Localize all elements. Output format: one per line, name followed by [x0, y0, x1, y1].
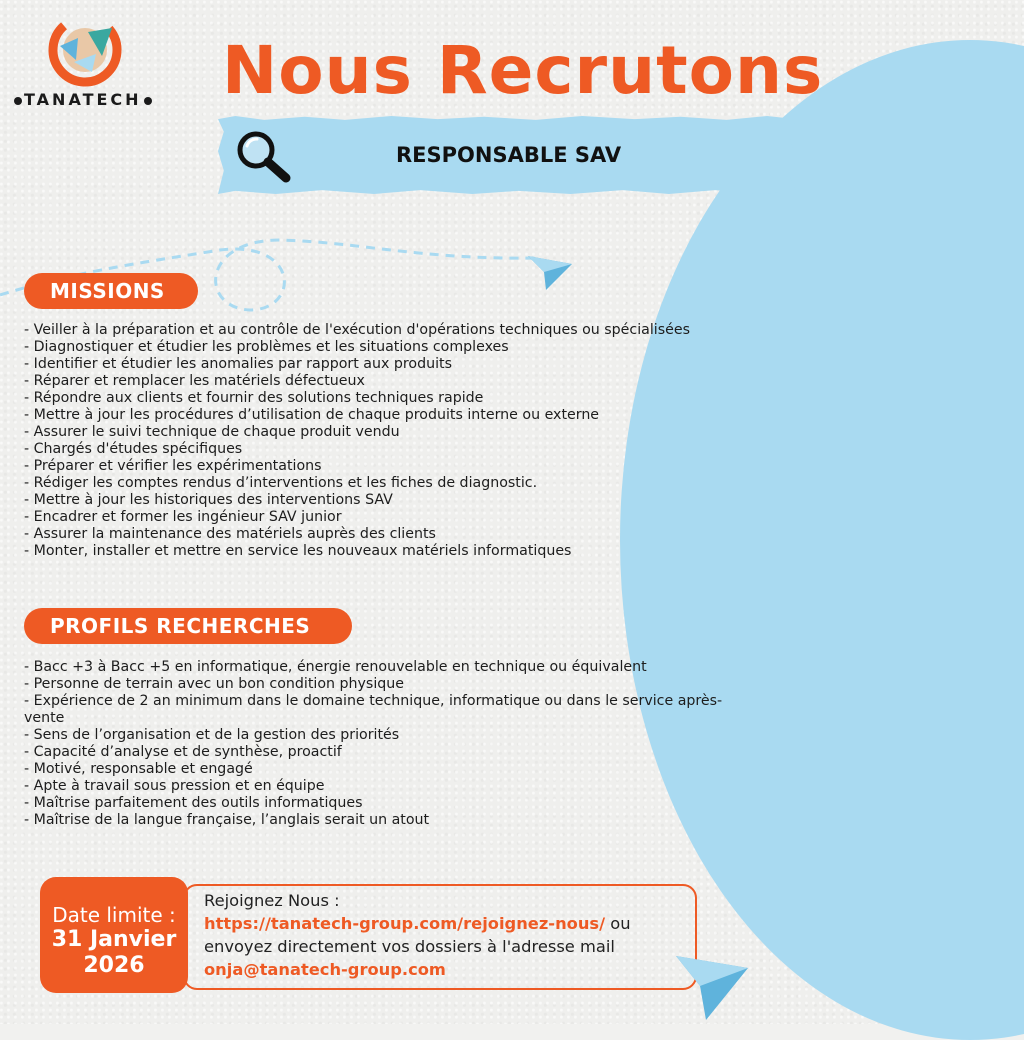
email-link[interactable]: onja@tanatech-group.com: [204, 960, 446, 979]
list-item: - Assurer le suivi technique de chaque produit vendu: [24, 424, 400, 440]
list-item: - Maîtrise de la langue française, l’anglais serait un atout: [24, 812, 430, 828]
list-item: - Identifier et étudier les anomalies par rapport aux produits: [24, 356, 452, 372]
profiles-heading: PROFILS RECHERCHES: [24, 608, 352, 644]
contact-or: ou: [605, 914, 631, 933]
list-item: - Personne de terrain avec un bon condition physique: [24, 676, 404, 692]
list-item: - Motivé, responsable et engagé: [24, 761, 253, 777]
list-item: - Répondre aux clients et fournir des solutions techniques rapide: [24, 390, 484, 406]
deadline-label: Date limite :: [52, 903, 176, 927]
list-item: - Veiller à la préparation et au contrôle de l'exécution d'opérations techniques ou spécialisées: [24, 322, 690, 338]
brand-name: TANATECH: [24, 90, 142, 109]
list-item: - Mettre à jour les historiques des interventions SAV: [24, 492, 393, 508]
list-item: - Assurer la maintenance des matériels auprès des clients: [24, 526, 436, 542]
list-item: - Capacité d’analyse et de synthèse, proactif: [24, 744, 342, 760]
headline: Nous Recrutons: [222, 32, 824, 109]
contact-intro: Rejoignez Nous :: [204, 891, 340, 910]
logo-dot-right: [144, 97, 152, 105]
contact-mail-text: envoyez directement vos dossiers à l'adresse mail: [204, 937, 615, 956]
search-icon: [232, 128, 294, 186]
list-item: - Expérience de 2 an minimum dans le domaine technique, informatique ou dans le service après-vente: [24, 693, 723, 726]
logo-wordmark: [12, 90, 154, 109]
paper-plane-icon: [528, 250, 572, 290]
list-item: - Diagnostiquer et étudier les problèmes et les situations complexes: [24, 339, 509, 355]
list-item: - Chargés d'études spécifiques: [24, 441, 243, 457]
logo-dot-left: [14, 97, 22, 105]
list-item: - Bacc +3 à Bacc +5 en informatique, énergie renouvelable en technique ou équivalent: [24, 659, 647, 675]
list-item: - Maîtrise parfaitement des outils informatiques: [24, 795, 363, 811]
list-item: - Apte à travail sous pression et en équipe: [24, 778, 325, 794]
missions-heading: MISSIONS: [24, 273, 198, 309]
profiles-list: [24, 659, 724, 829]
careers-link[interactable]: https://tanatech-group.com/rejoignez-nous/: [204, 914, 606, 933]
tanatech-logo: [40, 10, 130, 90]
contact-text: [204, 889, 694, 981]
list-item: - Sens de l’organisation et de la gestion des priorités: [24, 727, 400, 743]
list-item: - Réparer et remplacer les matériels défectueux: [24, 373, 365, 389]
job-title: RESPONSABLE SAV: [396, 143, 622, 167]
deadline-date-line1: 31 Janvier: [51, 927, 177, 952]
list-item: - Mettre à jour les procédures d’utilisation de chaque produits interne ou externe: [24, 407, 600, 423]
list-item: - Encadrer et former les ingénieur SAV junior: [24, 509, 342, 525]
paper-plane-icon: [676, 952, 748, 1020]
list-item: - Monter, installer et mettre en service les nouveaux matériels informatiques: [24, 543, 572, 559]
contact-url-line: [204, 912, 694, 935]
deadline-date-line2: 2026: [83, 953, 145, 978]
list-item: - Rédiger les comptes rendus d’interventions et les fiches de diagnostic.: [24, 475, 538, 491]
deadline-badge: [40, 877, 188, 993]
list-item: - Préparer et vérifier les expérimentations: [24, 458, 322, 474]
missions-list: [24, 322, 724, 560]
